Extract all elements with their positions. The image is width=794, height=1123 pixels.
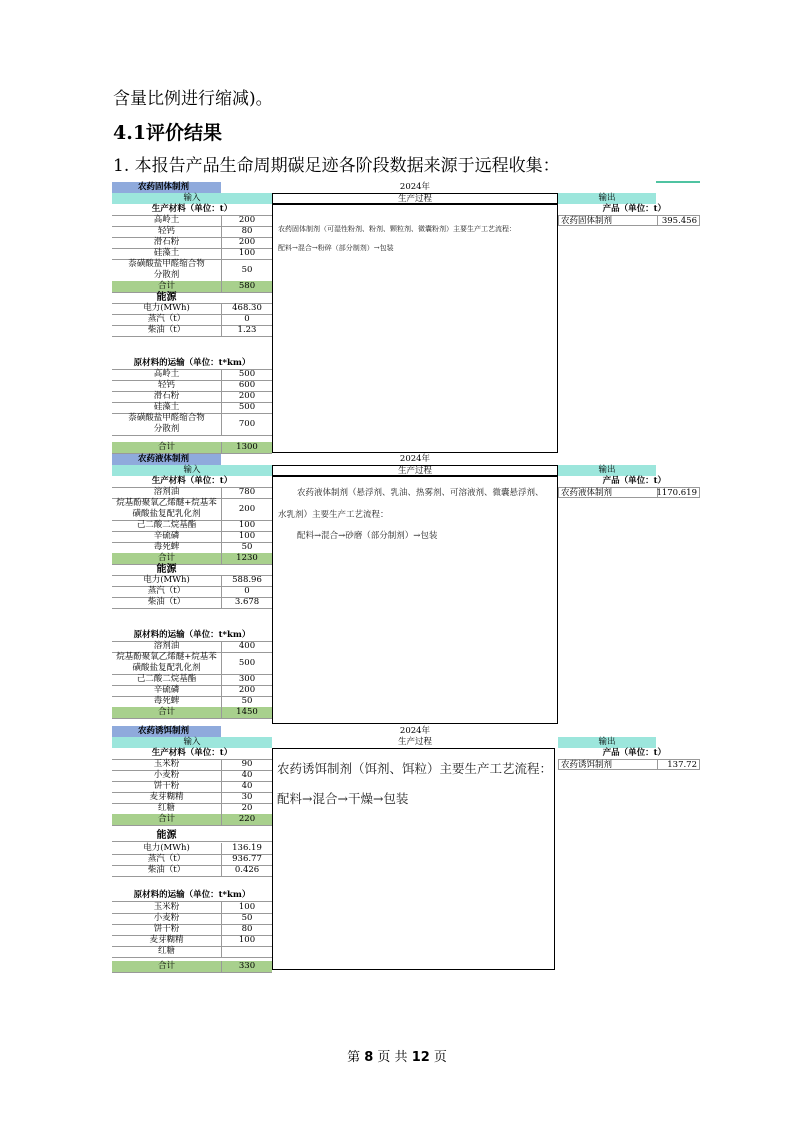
block-liquid [112,454,700,724]
energy-row: 电力(MWh) 468.30 [112,303,272,315]
block-title: 农药液体制剂 [112,454,221,465]
transport-row: 萘磺酸盐甲醛缩合物分散剂 700 [112,413,272,436]
materials-header: 生产材料（单位：t） [112,748,272,760]
block-bait [112,726,700,972]
process-box [272,476,558,724]
material-row: 滑石粉 200 [112,237,272,249]
materials-total-row: 合计 580 [112,281,272,293]
product-header: 产品（单位：t） [602,748,666,758]
year-label: 2024年 [399,454,431,464]
transport-row: 小麦粉 50 [112,913,272,925]
transport-row: 红糖 [112,946,272,958]
transport-header: 原材料的运输（单位：t*km） [112,890,272,902]
transport-row: 轻钙 600 [112,380,272,392]
material-row: 烷基酚聚氧乙烯醚+烷基苯磺酸盐复配乳化剂 200 [112,498,272,521]
transport-row: 麦芽糊精 100 [112,935,272,947]
materials-header: 生产材料（单位：t） [112,476,272,488]
material-row: 麦芽糊精 30 [112,792,272,804]
output-header-fill [656,180,700,183]
product-row: 农药固体制剂 395.456 [558,215,700,226]
materials-total-row: 合计 220 [112,814,272,826]
transport-row: 饼干粉 80 [112,924,272,936]
material-row: 红糖 20 [112,803,272,815]
transport-row: 玉米粉 100 [112,902,272,914]
energy-row: 蒸汽（t） 0 [112,586,272,598]
material-row: 小麦粉 40 [112,770,272,782]
material-row: 玉米粉 90 [112,759,272,771]
process-header: 生产过程 [272,193,558,204]
process-description: 农药液体制剂（悬浮剂、乳油、热雾剂、可溶液剂、微囊悬浮剂、 [297,488,544,498]
transport-row: 高岭土 500 [112,369,272,381]
process-header: 生产过程 [397,737,432,747]
process-description: 农药固体制剂（可湿性粉剂、粉剂、颗粒剂、微囊粉剂）主要生产工艺流程： [278,225,516,233]
materials-header: 生产材料（单位：t） [112,204,272,216]
transport-row: 毒死蜱 50 [112,696,272,708]
input-header: 输入 [112,737,272,748]
page-total: 12 [411,1050,430,1065]
block-solid [112,182,700,453]
transport-row: 溶剂油 400 [112,641,272,653]
product-header: 产品（单位：t） [602,204,666,214]
transport-row: 烷基酚聚氧乙烯醚+烷基苯磺酸盐复配乳化剂 500 [112,652,272,675]
material-row: 毒死蜱 50 [112,542,272,554]
energy-row: 柴油（t） 3.678 [112,597,272,609]
process-box [272,204,558,453]
transport-row: 辛硫磷 200 [112,685,272,697]
block-title: 农药固体制剂 [112,182,221,193]
process-header: 生产过程 [272,465,558,476]
output-header: 输出 [558,465,656,476]
transport-total-row: 合计 1450 [112,707,272,719]
section-heading: 4.1评价结果 [113,122,223,144]
transport-header: 原材料的运输（单位：t*km） [112,358,272,370]
material-row: 萘磺酸盐甲醛缩合物分散剂 50 [112,259,272,282]
process-flow: 配料→混合→粉碎（部分制剂）→包装 [278,244,394,252]
process-description-2: 水乳剂）主要生产工艺流程： [278,510,389,520]
transport-total-row: 合计 330 [112,961,272,973]
page-footer: 第 8 页 共 12 页 [347,1050,447,1065]
energy-row: 电力(MWh) 588.96 [112,575,272,587]
materials-total-row: 合计 1230 [112,553,272,565]
process-flow: 配料→混合→干燥→包装 [277,791,409,806]
material-row: 轻钙 80 [112,226,272,238]
transport-row: 硅藻土 500 [112,402,272,414]
transport-header: 原材料的运输（单位：t*km） [112,630,272,642]
year-label: 2024年 [399,726,431,736]
process-flow: 配料→混合→砂磨（部分制剂）→包装 [297,531,438,541]
block-title: 农药诱饵制剂 [112,726,221,737]
material-row: 己二酸二烷基酯 100 [112,520,272,532]
process-description: 农药诱饵制剂（饵剂、饵粒）主要生产工艺流程： [277,761,553,776]
transport-total-row: 合计 1300 [112,442,272,454]
energy-header: 能源 [112,292,272,304]
energy-row: 蒸汽（t） 0 [112,314,272,326]
material-row: 溶剂油 780 [112,487,272,499]
energy-row: 电力(MWh) 136.19 [112,843,272,855]
product-row: 农药诱饵制剂 137.72 [558,759,700,770]
material-row: 硅藻土 100 [112,248,272,260]
energy-row: 柴油（t） 1.23 [112,325,272,337]
energy-row: 柴油（t） 0.426 [112,865,272,877]
transport-row: 滑石粉 200 [112,391,272,403]
product-row: 农药液体制剂 1170.619 [558,487,700,498]
energy-row: 蒸汽（t） 936.77 [112,854,272,866]
material-row: 高岭土 200 [112,215,272,227]
input-header: 输入 [112,193,272,204]
intro-text: 含量比例进行缩减)。 [113,89,273,109]
output-header: 输出 [558,737,656,748]
transport-row: 己二酸二烷基酯 300 [112,674,272,686]
output-header: 输出 [558,193,656,204]
material-row: 辛硫磷 100 [112,531,272,543]
energy-header: 能源 [112,564,272,576]
product-header: 产品（单位：t） [602,476,666,486]
section-subheading: 1. 本报告产品生命周期碳足迹各阶段数据来源于远程收集： [113,156,560,176]
page-number: 8 [364,1050,374,1065]
material-row: 饼干粉 40 [112,781,272,793]
input-header: 输入 [112,465,272,476]
year-label: 2024年 [399,182,431,192]
process-box [272,748,555,970]
energy-header: 能源 [112,830,272,842]
